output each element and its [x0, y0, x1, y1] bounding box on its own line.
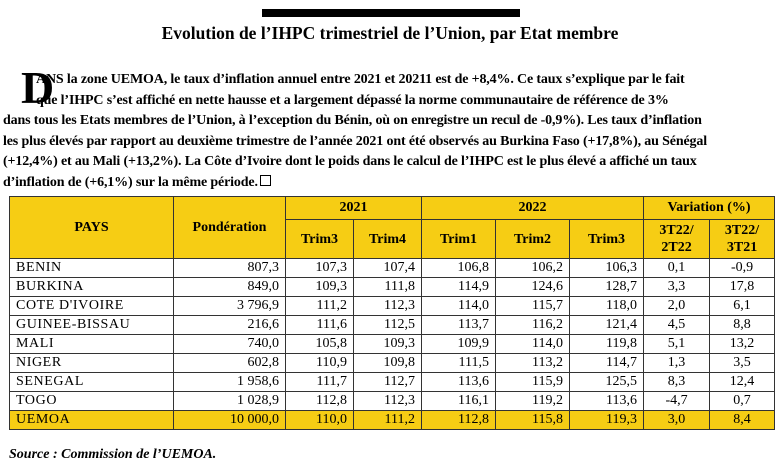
cell-t4-2021: 112,7	[354, 373, 422, 392]
cell-t3-2021: 110,9	[286, 354, 354, 373]
intro-paragraph	[3, 70, 778, 194]
cell-t4-2021: 112,5	[354, 316, 422, 335]
cell-ponderation: 1 028,9	[174, 392, 286, 411]
cell-var-yearly: 8,4	[710, 411, 775, 430]
cell-var-quarterly: -4,7	[644, 392, 710, 411]
cell-var-yearly: 8,8	[710, 316, 775, 335]
header-pays: PAYS	[10, 197, 174, 259]
cell-ponderation: 10 000,0	[174, 411, 286, 430]
cell-pays: GUINEE-BISSAU	[10, 316, 174, 335]
header-trim3-2021: Trim3	[286, 220, 354, 259]
cell-t1-2022: 112,8	[422, 411, 496, 430]
cell-t2-2022: 124,6	[496, 278, 570, 297]
header-year-2021: 2021	[286, 197, 422, 220]
paragraph-line: les plus élevés par rapport au deuxième trimestre de l’année 2021 ont été observés au Burkina Faso (+17,8%), au Sénégal	[3, 133, 707, 149]
cell-var-yearly: 0,7	[710, 392, 775, 411]
header-variation: Variation (%)	[644, 197, 775, 220]
cell-ponderation: 602,8	[174, 354, 286, 373]
cell-t1-2022: 113,6	[422, 373, 496, 392]
paragraph-line: ANS la zone UEMOA, le taux d’inflation annuel entre 2021 et 20211 est de +8,4%. Ce taux s’explique par le fait	[36, 72, 685, 87]
cell-ponderation: 849,0	[174, 278, 286, 297]
cell-pays: MALI	[10, 335, 174, 354]
paragraph-line: d’inflation de (+6,1%) sur la même période.	[3, 174, 258, 190]
cell-t3-2021: 111,7	[286, 373, 354, 392]
cell-var-quarterly: 3,3	[644, 278, 710, 297]
cell-var-quarterly: 8,3	[644, 373, 710, 392]
cell-t2-2022: 113,2	[496, 354, 570, 373]
cell-t1-2022: 114,9	[422, 278, 496, 297]
cell-t3-2022: 125,5	[570, 373, 644, 392]
cell-ponderation: 3 796,9	[174, 297, 286, 316]
cell-t3-2022: 128,7	[570, 278, 644, 297]
cell-t4-2021: 112,3	[354, 392, 422, 411]
table-row	[10, 259, 775, 278]
cell-var-quarterly: 1,3	[644, 354, 710, 373]
cell-var-yearly: 13,2	[710, 335, 775, 354]
cell-pays: TOGO	[10, 392, 174, 411]
paragraph-line-last	[3, 173, 778, 194]
table-row	[10, 335, 775, 354]
end-mark-icon	[260, 175, 271, 186]
header-year-2022: 2022	[422, 197, 644, 220]
cell-t3-2021: 111,6	[286, 316, 354, 335]
cell-t2-2022: 106,2	[496, 259, 570, 278]
cell-t4-2021: 109,8	[354, 354, 422, 373]
cell-t3-2022: 121,4	[570, 316, 644, 335]
cell-t1-2022: 113,7	[422, 316, 496, 335]
header-trim4-2021: Trim4	[354, 220, 422, 259]
cell-t1-2022: 111,5	[422, 354, 496, 373]
cell-t3-2021: 109,3	[286, 278, 354, 297]
cell-t3-2022: 113,6	[570, 392, 644, 411]
cell-ponderation: 740,0	[174, 335, 286, 354]
table-row	[10, 316, 775, 335]
cell-t1-2022: 114,0	[422, 297, 496, 316]
cell-t2-2022: 115,7	[496, 297, 570, 316]
cell-t2-2022: 115,8	[496, 411, 570, 430]
table-row	[10, 392, 775, 411]
page-title: Evolution de l’IHPC trimestriel de l’Union, par Etat membre	[161, 23, 619, 43]
cell-pays: BENIN	[10, 259, 174, 278]
cell-var-quarterly: 2,0	[644, 297, 710, 316]
table-row-total	[10, 411, 775, 430]
cell-t3-2022: 114,7	[570, 354, 644, 373]
cell-t3-2022: 119,3	[570, 411, 644, 430]
cell-t2-2022: 114,0	[496, 335, 570, 354]
table-row	[10, 373, 775, 392]
cell-t3-2022: 106,3	[570, 259, 644, 278]
cell-var-quarterly: 5,1	[644, 335, 710, 354]
cell-pays: COTE D'IVOIRE	[10, 297, 174, 316]
paragraph-line: que l’IHPC s’est affiché en nette hausse et a largement dépassé la norme communautaire de référence de 3%	[36, 92, 669, 108]
cell-t3-2021: 107,3	[286, 259, 354, 278]
table-row	[10, 354, 775, 373]
header-trim1-2022: Trim1	[422, 220, 496, 259]
header-var-quarterly: 3T22/ 2T22	[644, 220, 710, 259]
cell-var-yearly: 3,5	[710, 354, 775, 373]
cell-t1-2022: 106,8	[422, 259, 496, 278]
cell-t4-2021: 112,3	[354, 297, 422, 316]
cell-t2-2022: 116,2	[496, 316, 570, 335]
cell-ponderation: 1 958,6	[174, 373, 286, 392]
cell-ponderation: 216,6	[174, 316, 286, 335]
cell-pays: SENEGAL	[10, 373, 174, 392]
cell-t3-2021: 110,0	[286, 411, 354, 430]
cell-var-yearly: 17,8	[710, 278, 775, 297]
table-row	[10, 297, 775, 316]
header-ponderation: Pondération	[174, 197, 286, 259]
cell-t2-2022: 119,2	[496, 392, 570, 411]
cell-var-quarterly: 0,1	[644, 259, 710, 278]
cell-pays: NIGER	[10, 354, 174, 373]
paragraph-line: dans tous les Etats membres de l’Union, à l’exception du Bénin, où on enregistre un recul de -0,9%). Les taux d’inflation	[3, 113, 702, 129]
cell-var-quarterly: 4,5	[644, 316, 710, 335]
cell-t4-2021: 107,4	[354, 259, 422, 278]
header-var-yearly: 3T22/ 3T21	[710, 220, 775, 259]
cell-t4-2021: 111,2	[354, 411, 422, 430]
cell-t3-2021: 111,2	[286, 297, 354, 316]
cell-t3-2022: 118,0	[570, 297, 644, 316]
cell-var-yearly: -0,9	[710, 259, 775, 278]
header-trim3-2022: Trim3	[570, 220, 644, 259]
cell-t4-2021: 111,8	[354, 278, 422, 297]
ihpc-table	[9, 196, 775, 430]
source-note: Source : Commission de l’UEMOA.	[9, 447, 217, 462]
cell-var-yearly: 6,1	[710, 297, 775, 316]
cell-pays: UEMOA	[10, 411, 174, 430]
cell-t3-2022: 119,8	[570, 335, 644, 354]
top-rule	[262, 9, 520, 17]
cell-t1-2022: 109,9	[422, 335, 496, 354]
cell-var-quarterly: 3,0	[644, 411, 710, 430]
header-trim2-2022: Trim2	[496, 220, 570, 259]
cell-t3-2021: 105,8	[286, 335, 354, 354]
cell-pays: BURKINA	[10, 278, 174, 297]
cell-var-yearly: 12,4	[710, 373, 775, 392]
cell-t2-2022: 115,9	[496, 373, 570, 392]
paragraph-line: (+12,4%) et au Mali (+13,2%). La Côte d’Ivoire dont le poids dans le calcul de l’IHPC est le plus élevé a affiché un taux	[3, 154, 697, 170]
cell-t4-2021: 109,3	[354, 335, 422, 354]
cell-t3-2021: 112,8	[286, 392, 354, 411]
drop-cap: D	[21, 62, 55, 113]
cell-t1-2022: 116,1	[422, 392, 496, 411]
cell-ponderation: 807,3	[174, 259, 286, 278]
table-row	[10, 278, 775, 297]
